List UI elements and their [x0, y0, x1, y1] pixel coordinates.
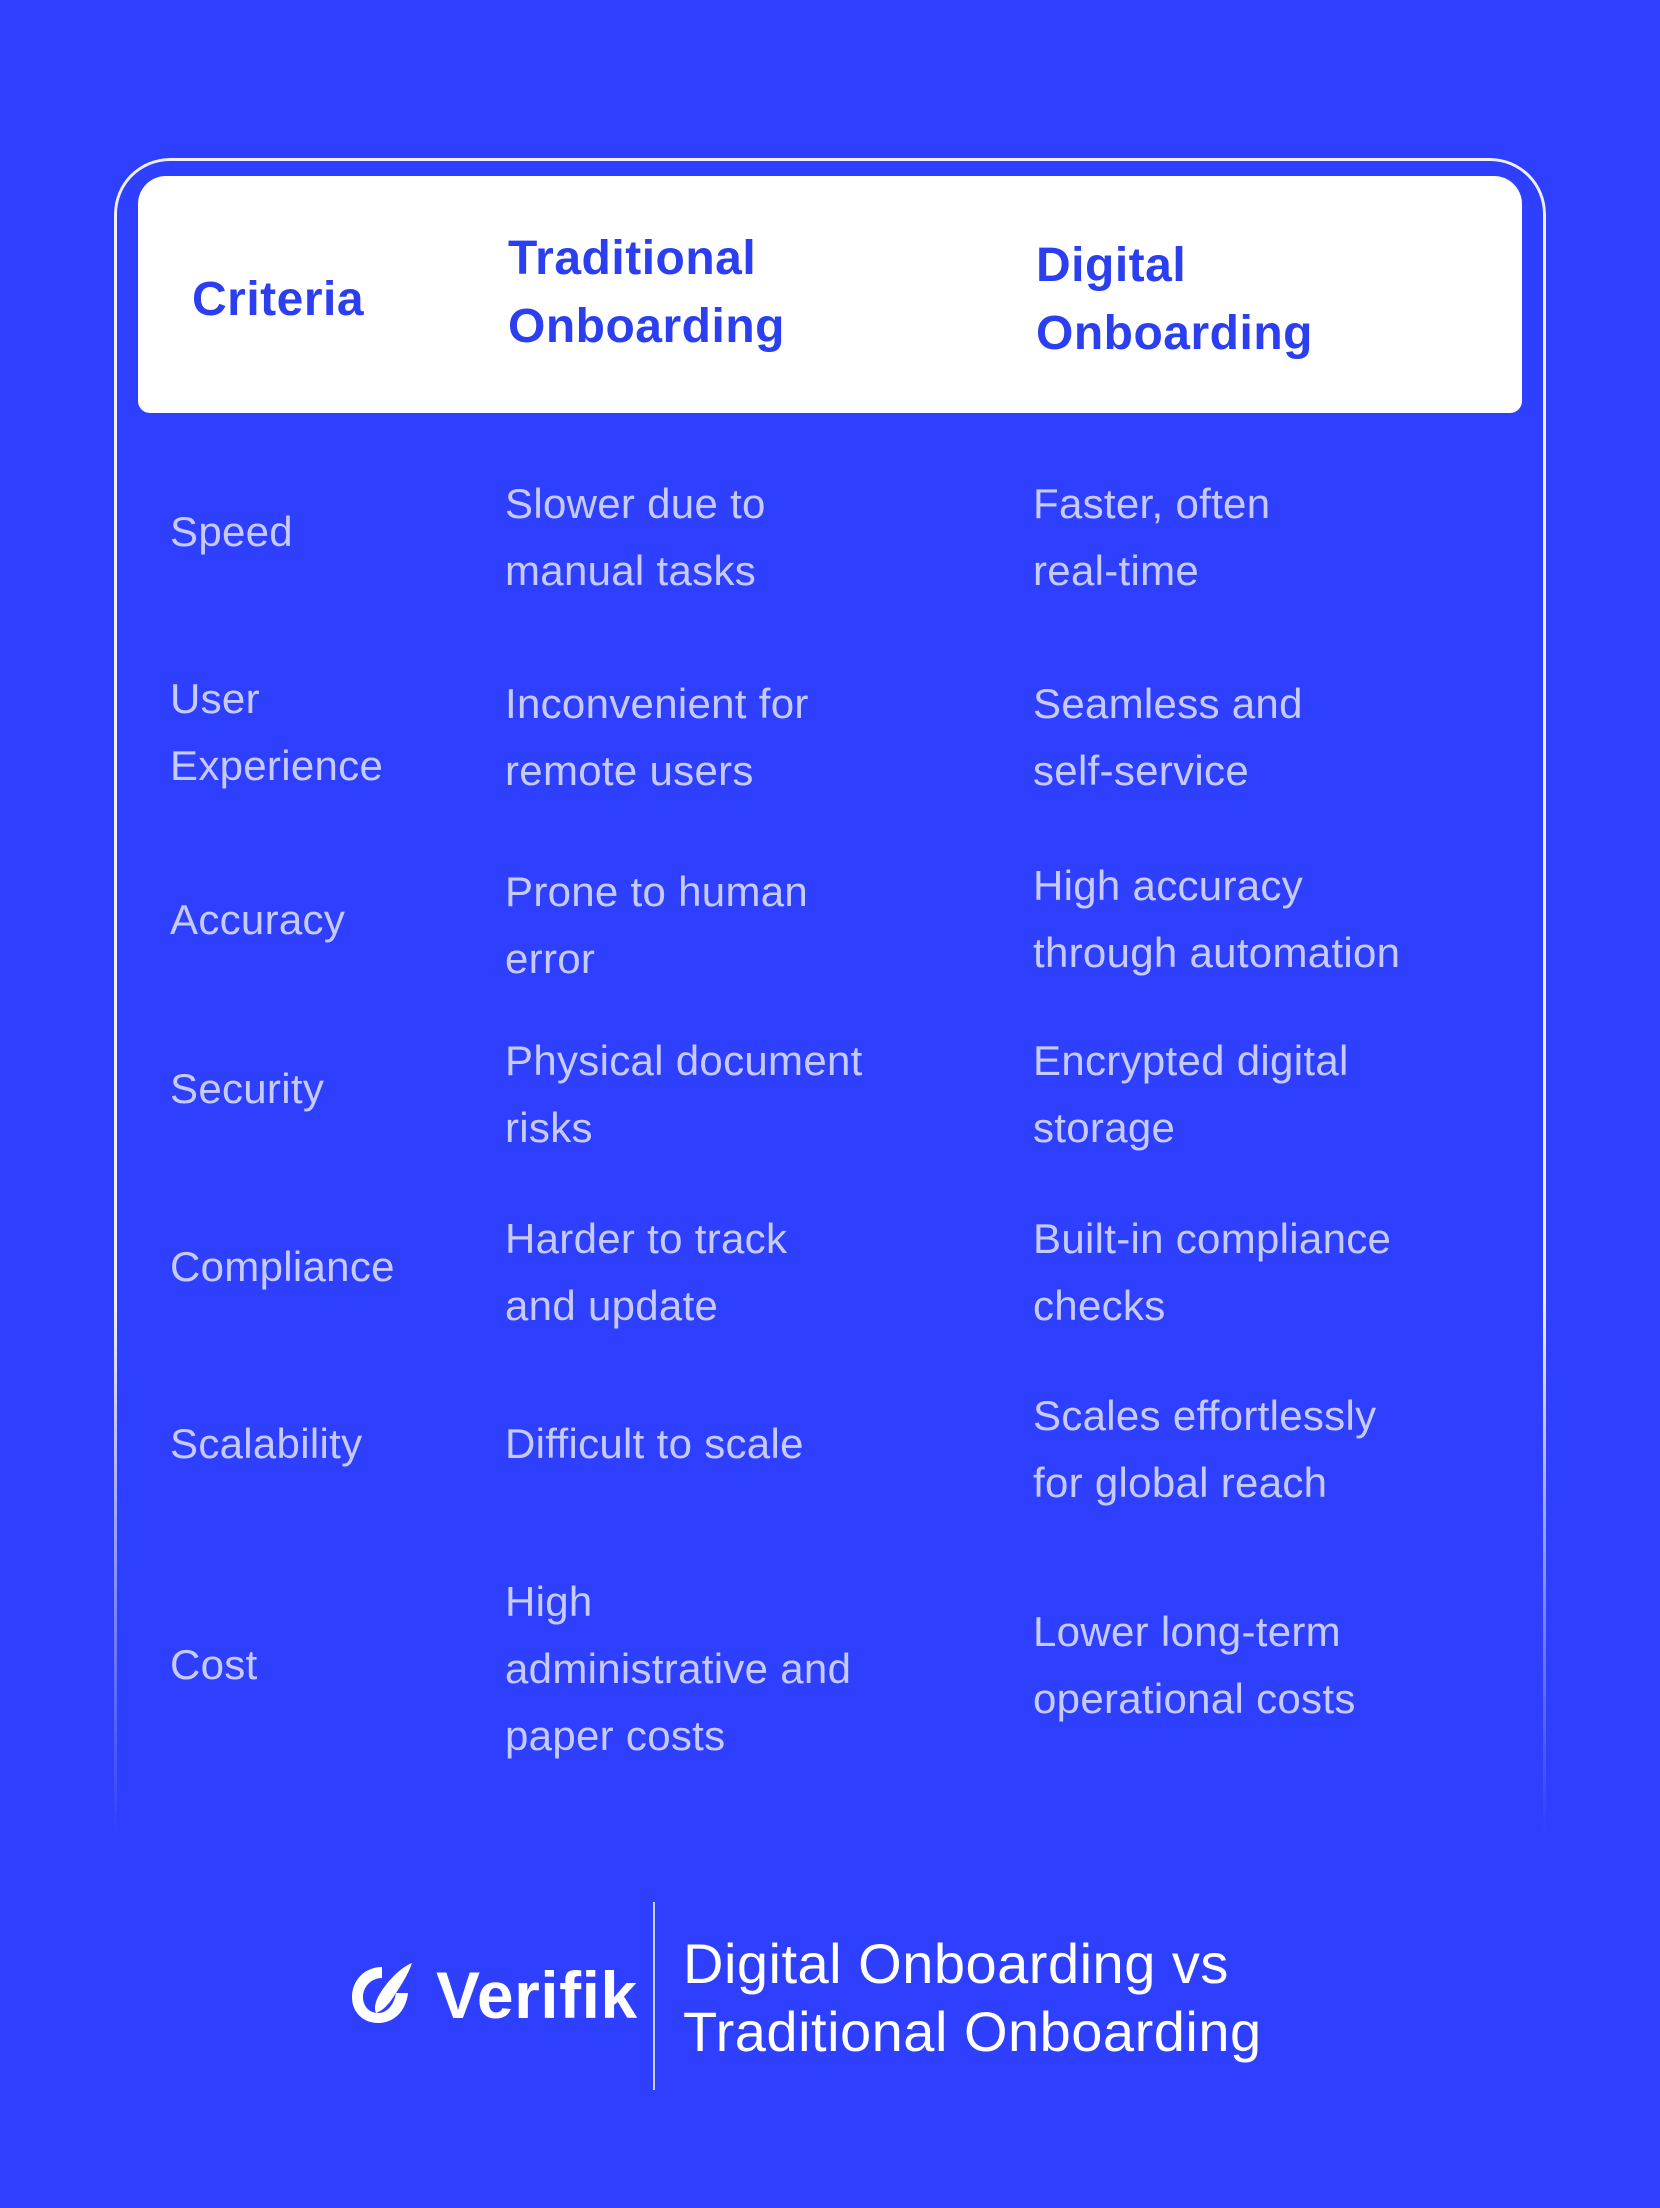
- row-criteria: Compliance: [170, 1243, 395, 1290]
- row-digital: Faster, often real-time: [1033, 480, 1271, 594]
- row-traditional: High administrative and paper costs: [505, 1578, 852, 1759]
- row-traditional: Slower due to manual tasks: [505, 480, 766, 594]
- row-criteria: Speed: [170, 508, 293, 555]
- header-digital: Digital Onboarding: [1036, 239, 1313, 360]
- row-criteria: Cost: [170, 1641, 258, 1688]
- row-digital: Built-in compliance checks: [1033, 1215, 1392, 1329]
- row-criteria: Accuracy: [170, 896, 346, 943]
- row-traditional: Prone to human error: [505, 868, 809, 982]
- row-digital: Lower long-term operational costs: [1033, 1608, 1356, 1722]
- footer-title: Digital Onboarding vs Traditional Onboarding: [683, 1932, 1262, 2063]
- row-traditional: Harder to track and update: [505, 1215, 788, 1329]
- row-traditional: Physical document risks: [505, 1037, 863, 1151]
- header-criteria: Criteria: [192, 273, 365, 326]
- row-traditional: Inconvenient for remote users: [505, 680, 809, 794]
- row-criteria: Security: [170, 1065, 325, 1112]
- row-criteria: Scalability: [170, 1420, 363, 1467]
- row-criteria: User Experience: [170, 675, 384, 789]
- header-traditional: Traditional Onboarding: [508, 232, 785, 353]
- row-digital: Encrypted digital storage: [1033, 1037, 1349, 1151]
- row-digital: Seamless and self-service: [1033, 680, 1303, 794]
- brand-name: Verifik: [436, 1958, 638, 2032]
- row-digital: High accuracy through automation: [1033, 862, 1401, 976]
- brand-logo: [344, 1930, 638, 2060]
- footer-divider: [653, 1902, 655, 2090]
- verifik-logo-icon: [344, 1957, 420, 2033]
- row-digital: Scales effortlessly for global reach: [1033, 1392, 1377, 1506]
- row-traditional: Difficult to scale: [505, 1420, 804, 1467]
